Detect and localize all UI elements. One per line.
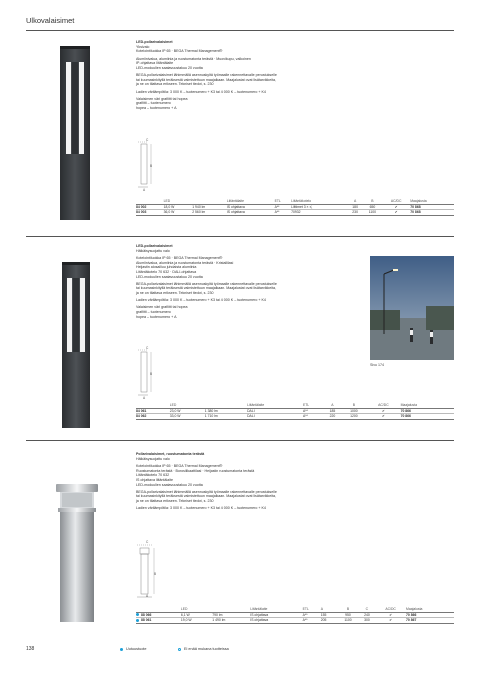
info-line: BEGA-pollarivalaisimet lähimmällä asennuskyltä työmaalle rakennettavalle perustukselle xyxy=(136,489,277,494)
table-cell: IS ohjattava xyxy=(250,618,302,624)
table-header-cell: LED xyxy=(164,199,193,204)
table-cell: 70932 xyxy=(291,210,347,216)
table-cell: A** xyxy=(303,612,321,618)
product-table-2 xyxy=(136,403,454,420)
table-cell: A** xyxy=(303,618,321,624)
product-photo xyxy=(370,256,454,360)
spec-line: Heijastin alosailiuu juhdaista alumiinia xyxy=(136,265,197,270)
table-cell: 6,1 W xyxy=(181,612,212,618)
table-cell: 1 710 lm xyxy=(205,414,247,420)
spec-line: Liitäntäkotelo 70 632 xyxy=(136,473,170,478)
table-cell: 790 lm xyxy=(212,612,250,618)
table-cell xyxy=(136,618,181,624)
legend-discontinued-label: Ei enää mukana tuotteissa xyxy=(184,647,229,651)
table-header-cell: B xyxy=(337,607,358,612)
table-cell: 180 xyxy=(348,204,363,210)
dim-label-a: A xyxy=(146,594,149,598)
table-cell: 70 866 xyxy=(406,612,454,618)
option-line: hopea – tuotenumero + A xyxy=(136,314,177,319)
section-divider xyxy=(26,236,454,237)
table-cell: 70 868 xyxy=(410,204,454,210)
table-cell: 84 002 xyxy=(136,204,164,210)
spec-line: LED-moduulien saatavuustakuu 20 vuotta xyxy=(136,274,203,279)
product-image-1 xyxy=(46,42,104,222)
info-line: tai kuumasinkityllä teräksestä valmistettuun maajalkaan. Maajalustat ovat lisätarvikkeita, xyxy=(136,77,277,82)
table-cell: IS ohjattava xyxy=(227,204,275,210)
spec-line: LED-moduulien saatavuustakuu 20 vuotta xyxy=(136,65,203,70)
product-image-2 xyxy=(46,250,104,430)
dim-label-a: A xyxy=(143,188,146,192)
product-image-3 xyxy=(50,474,104,624)
dim-label-a: A xyxy=(143,396,146,400)
table-cell: DALI xyxy=(247,408,303,414)
product-title: Pollarivalaisimet, ruostumatonta terästä xyxy=(136,452,205,456)
table-cell: ✔ xyxy=(366,408,400,414)
new-product-icon xyxy=(136,613,139,616)
table-row xyxy=(136,618,454,624)
spec-line: IS ohjattava liitäntälaite xyxy=(136,477,173,482)
table-header-cell: LED xyxy=(170,403,205,408)
table-header-cell: A xyxy=(348,199,363,204)
table-cell: ✔ xyxy=(375,612,406,618)
legend-new-label: Uutuustuote xyxy=(126,647,147,651)
table-cell: 84 062 xyxy=(136,414,170,420)
product-description-3 xyxy=(136,452,436,511)
table-header-cell: Maajalusta xyxy=(406,607,454,612)
dimension-drawing-3 xyxy=(136,542,170,602)
table-header-cell: Maajalusta xyxy=(401,403,454,408)
table-header-cell: A xyxy=(321,607,338,612)
dim-label-c: C xyxy=(146,346,149,350)
table-cell: 155 xyxy=(321,612,338,618)
table-cell: 70 866 xyxy=(401,414,454,420)
spec-line: Alumiinivalua, alumiinia ja ruostumatonta terästä · Muovikupu, valkoinen xyxy=(136,56,251,61)
info-line: tai kuumasinkityllä teräksestä valmistettuun maajalkaan. Maajalustat ovat lisätarvikkeita, xyxy=(136,494,277,499)
table-cell: 650 xyxy=(363,204,382,210)
info-line: BEGA-pollarivalaisimet lähimmällä asennuskyltä työmaalle rakennettavalle perustukselle xyxy=(136,73,277,77)
table-cell: 240 xyxy=(359,612,376,618)
table-cell: 1000 xyxy=(342,408,367,414)
photo-caption: Sivu 174 xyxy=(370,363,384,367)
table-cell: 23,0 W xyxy=(170,408,205,414)
table-cell: 84 003 xyxy=(136,210,164,216)
table-cell: 300 xyxy=(359,618,376,624)
product-title: LED-pollarivalaisimet xyxy=(136,244,173,248)
table-cell: 70 867 xyxy=(406,618,454,624)
table-cell: 205 xyxy=(321,618,338,624)
product-subtitle: Yksivalo xyxy=(136,44,150,49)
dim-label-c: C xyxy=(146,138,149,142)
table-header-cell: ETL xyxy=(303,607,321,612)
color-temperature: Ladien värilämpötila: 3 000 K – tuotenumero + K3 tai 4 000 K – tuotenumero + K4 xyxy=(136,506,266,511)
spec-line: Kotelointiluokka IP 65 · BEGA Thermal Management® xyxy=(136,463,223,468)
table-header-cell: Liitäntälaite xyxy=(250,607,302,612)
product-subtitle: Häikäisysuojattu valo xyxy=(136,248,170,253)
option-line: hopea – tuotenumero + A xyxy=(136,106,177,110)
section-divider xyxy=(26,440,454,441)
table-cell: 1200 xyxy=(342,414,367,420)
table-cell: 33,0 W xyxy=(170,414,205,420)
table-cell: 1 380 lm xyxy=(205,408,247,414)
info-line: ja ne on tilattava erikseen. Tekniset tiedot, s. 230 xyxy=(136,82,214,87)
table-cell: 1 490 lm xyxy=(212,618,250,624)
spec-line: Kotelointiluokka IP 65 · BEGA Thermal Management® xyxy=(136,255,223,260)
legend-discontinued xyxy=(178,647,229,651)
table-header-cell: B xyxy=(342,403,367,408)
table-cell: ✔ xyxy=(375,618,406,624)
dim-label-c: C xyxy=(146,540,149,544)
table-cell: Lilttimet 3 × ³⁄₁ xyxy=(291,204,347,210)
page-number: 138 xyxy=(26,646,35,652)
table-header-cell: B xyxy=(363,199,382,204)
header-rule xyxy=(26,30,454,31)
table-cell: 220 xyxy=(323,414,341,420)
discontinued-product-icon xyxy=(178,648,181,651)
table-cell: 185 xyxy=(323,408,341,414)
table-cell: 1 940 lm xyxy=(192,204,227,210)
info-line: tai kuumasinkityllä teräksestä valmistettuun maajalkaan. Maajalustat ovat lisätarvikkeita, xyxy=(136,286,277,291)
product-table-3 xyxy=(136,607,454,624)
spec-line: IP-ohjattava liitäntälaite xyxy=(136,61,174,66)
table-cell: 36,0 W xyxy=(164,210,193,216)
legend-new xyxy=(120,647,146,651)
product-title: LED-pollarivalaisimet xyxy=(136,40,173,44)
new-product-icon xyxy=(120,648,123,651)
options-title: Valaisimen väri grafiitti tai hopea xyxy=(136,305,188,310)
dim-label-b: B xyxy=(150,372,153,376)
spec-line: Liitäntäkotelo 70 632 · DALI-ohjattava xyxy=(136,269,197,274)
option-line: grafiitti – tuotenumero xyxy=(136,101,171,106)
new-product-icon xyxy=(136,619,139,622)
info-line: ja ne on tilattava erikseen. Tekniset tiedot, s. 230 xyxy=(136,291,214,296)
table-header-cell: Liitäntälaite xyxy=(247,403,303,408)
table-header-cell: Liitäntälaite xyxy=(227,199,275,204)
table-cell: 2 560 lm xyxy=(192,210,227,216)
table-cell: DALI xyxy=(247,414,303,420)
table-header-cell: AC/DC xyxy=(366,403,400,408)
table-cell: ✔ xyxy=(382,204,410,210)
table-row xyxy=(136,210,454,216)
table-header-cell: LED xyxy=(181,607,212,612)
table-cell: 18,0 W xyxy=(164,204,193,210)
table-cell: A** xyxy=(275,210,292,216)
table-cell: A** xyxy=(275,204,292,210)
table-header-cell: AC/DC xyxy=(375,607,406,612)
options-title: Valaisimen väri grafiitti tai hopea xyxy=(136,96,188,101)
table-header-cell: ETL xyxy=(275,199,292,204)
table-cell: 70 868 xyxy=(410,210,454,216)
table-cell: 1100 xyxy=(337,618,358,624)
spec-line: LED-moduulien saatavuustakuu 20 vuotta xyxy=(136,482,203,487)
option-line: grafiitti – tuotenumero xyxy=(136,310,171,314)
info-line: ja ne on tilattava erikseen. Tekniset tiedot, s. 230 xyxy=(136,499,214,504)
table-header-cell: C xyxy=(359,607,376,612)
table-cell: 950 xyxy=(337,612,358,618)
table-cell: A** xyxy=(303,408,323,414)
table-cell: 230 xyxy=(348,210,363,216)
table-cell: IS ohjattava xyxy=(250,612,302,618)
table-cell: 70 866 xyxy=(401,408,454,414)
dim-label-b: B xyxy=(150,164,153,168)
table-cell: 84 061 xyxy=(136,408,170,414)
table-row xyxy=(136,414,454,420)
color-temperature: Ladien värilämpötila: 3 000 K – tuotenumero + K3 tai 4 000 K – tuotenumero + K4 xyxy=(136,298,266,303)
page-header: Ulkovalaisimet xyxy=(26,16,75,25)
spec-line: Alumiinivalua, alumiinia ja ruostumatonta terästä · Kristallilasi xyxy=(136,260,234,265)
product-description-1 xyxy=(136,40,436,111)
product-table-1 xyxy=(136,199,454,216)
table-header-cell: Maajalusta xyxy=(410,199,454,204)
table-header-cell: A xyxy=(323,403,341,408)
info-line: BEGA-pollarivalaisimet lähimmällä asennuskyltä työmaalle rakennettavalle perustukselle xyxy=(136,281,277,286)
table-header-cell: AC/DC xyxy=(382,199,410,204)
table-header-cell: Liitäntäkotelo xyxy=(291,199,347,204)
table-cell: A** xyxy=(303,414,323,420)
article-number: 88 066 xyxy=(141,612,152,617)
spec-line: Kotelointiluokka IP 65 · BEGA Thermal Management® xyxy=(136,49,223,54)
dim-label-b: B xyxy=(154,572,157,576)
table-header-cell: ETL xyxy=(303,403,323,408)
table-cell: ✔ xyxy=(366,414,400,420)
spec-line: Ruostumatonta terästä · Borosilikaattilasi · Heijastin ruostumatonta terästä xyxy=(136,468,255,473)
article-number: 88 061 xyxy=(141,618,152,623)
color-temperature: Ladien värilämpötila: 3 000 K – tuotenumero + K3 tai 4 000 K – tuotenumero + K4 xyxy=(136,89,266,94)
table-cell: 19,0 W xyxy=(181,618,212,624)
table-cell: ✔ xyxy=(382,210,410,216)
table-cell: IS ohjattava xyxy=(227,210,275,216)
table-cell: 1100 xyxy=(363,210,382,216)
product-subtitle: Häikäisysuojattu valo xyxy=(136,456,170,461)
